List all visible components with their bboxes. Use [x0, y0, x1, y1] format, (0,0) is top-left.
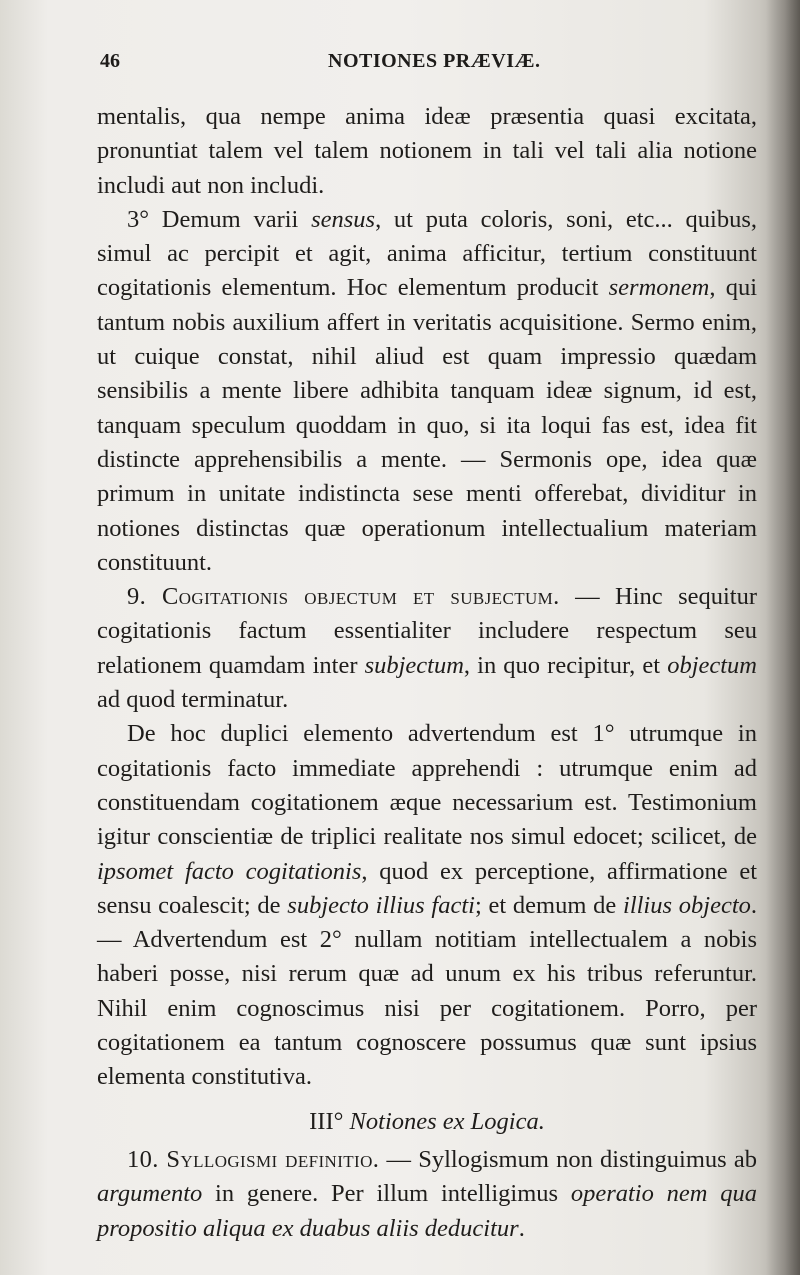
- body-text: [97, 100, 757, 1246]
- text-run: , ut puta coloris, soni, etc... quibus, simul ac percipit et agit, anima afficitur, tertium constituunt cogitationis elementum. Hoc elementum producit: [97, 205, 757, 302]
- italic-term: illius objecto: [623, 891, 751, 919]
- italic-term: ipsomet facto cogitationis: [97, 857, 362, 885]
- italic-term: subjectum: [364, 651, 464, 679]
- text-run: — Syllogismum non distinguimus ab: [379, 1145, 757, 1173]
- paragraph-sensus: [97, 203, 757, 580]
- italic-term: subjecto illius facti: [287, 891, 475, 919]
- section-lead: 10. Syllogismi definitio.: [127, 1145, 380, 1173]
- italic-term: objectum: [667, 651, 757, 679]
- section-lead: 9. Cogitationis objectum et subjectum.: [127, 583, 560, 611]
- text-run: mentalis, qua nempe anima ideæ præsentia quasi excitata, pronuntiat talem vel talem notionem in tali vel tali alia notione includi aut non includi.: [97, 103, 757, 199]
- page-spine-shadow: [766, 0, 800, 1275]
- text-run: , qui tantum nobis auxilium affert in veritatis acquisitione. Sermo enim, ut cuique constat, nihil aliud est quam impressio quædam sensibilis a mente libere adhibita tanquam ideæ signum, id est, tanquam speculum quoddam in quo, si ita loqui fas est, idea fit distincte apprehensibilis a mente. — Sermonis ope, idea quæ primum in unitate indistincta sese menti offerebat, dividitur in notiones distinctas quæ operationum intellectualium materiam constituunt.: [97, 274, 757, 576]
- paragraph-continuation: [97, 100, 757, 203]
- page-header: [100, 50, 760, 80]
- text-run: ; et demum de: [474, 891, 624, 919]
- section-title: Notiones ex Logica.: [349, 1107, 545, 1135]
- text-run: 3° Demum varii: [127, 205, 312, 233]
- italic-term: sermonem: [608, 274, 710, 302]
- text-run: , quod ex perceptione, affirmatione et sensu coalescit; de: [97, 857, 757, 919]
- paragraph-section-10: [97, 1143, 757, 1246]
- section-numeral: III°: [309, 1107, 344, 1135]
- text-run: ad quod terminatur.: [97, 686, 289, 714]
- italic-term: argumento: [97, 1180, 203, 1208]
- text-run: , in quo recipitur, et: [463, 651, 668, 679]
- page-number: 46: [100, 50, 120, 72]
- text-run: in genere. Per illum intelligimus: [202, 1180, 571, 1208]
- running-title: NOTIONES PRÆVIÆ.: [328, 50, 541, 72]
- text-run: .: [518, 1214, 525, 1242]
- italic-term: operatio nem qua propositio aliqua ex duabus aliis deducitur: [97, 1180, 757, 1242]
- paragraph-section-9: [97, 580, 757, 717]
- text-run: — Hinc sequitur cogitationis factum essentialiter includere respectum seu relationem quamdam inter: [97, 583, 757, 679]
- paragraph-duplici-elemento: [97, 717, 757, 1094]
- text-run: . — Advertendum est 2° nullam notitiam intellectualem a nobis haberi posse, nisi rerum quæ ad unum ex his tribus referuntur. Nihil enim cognoscimus nisi per cogitationem. Porro, per cogitationem ea tantum cognoscere possumus quæ sunt ipsius elementa constitutiva.: [97, 891, 757, 1091]
- italic-term: sensus: [311, 205, 376, 233]
- text-run: De hoc duplici elemento advertendum est 1° utrumque in cogitationis facto immediate apprehendi : utrumque enim ad constituendam cogitationem æque necessarium est. Testimonium igitur conscientiæ de triplici realitate nos simul edocet; scilicet, de: [97, 720, 757, 851]
- section-heading: [97, 1105, 757, 1139]
